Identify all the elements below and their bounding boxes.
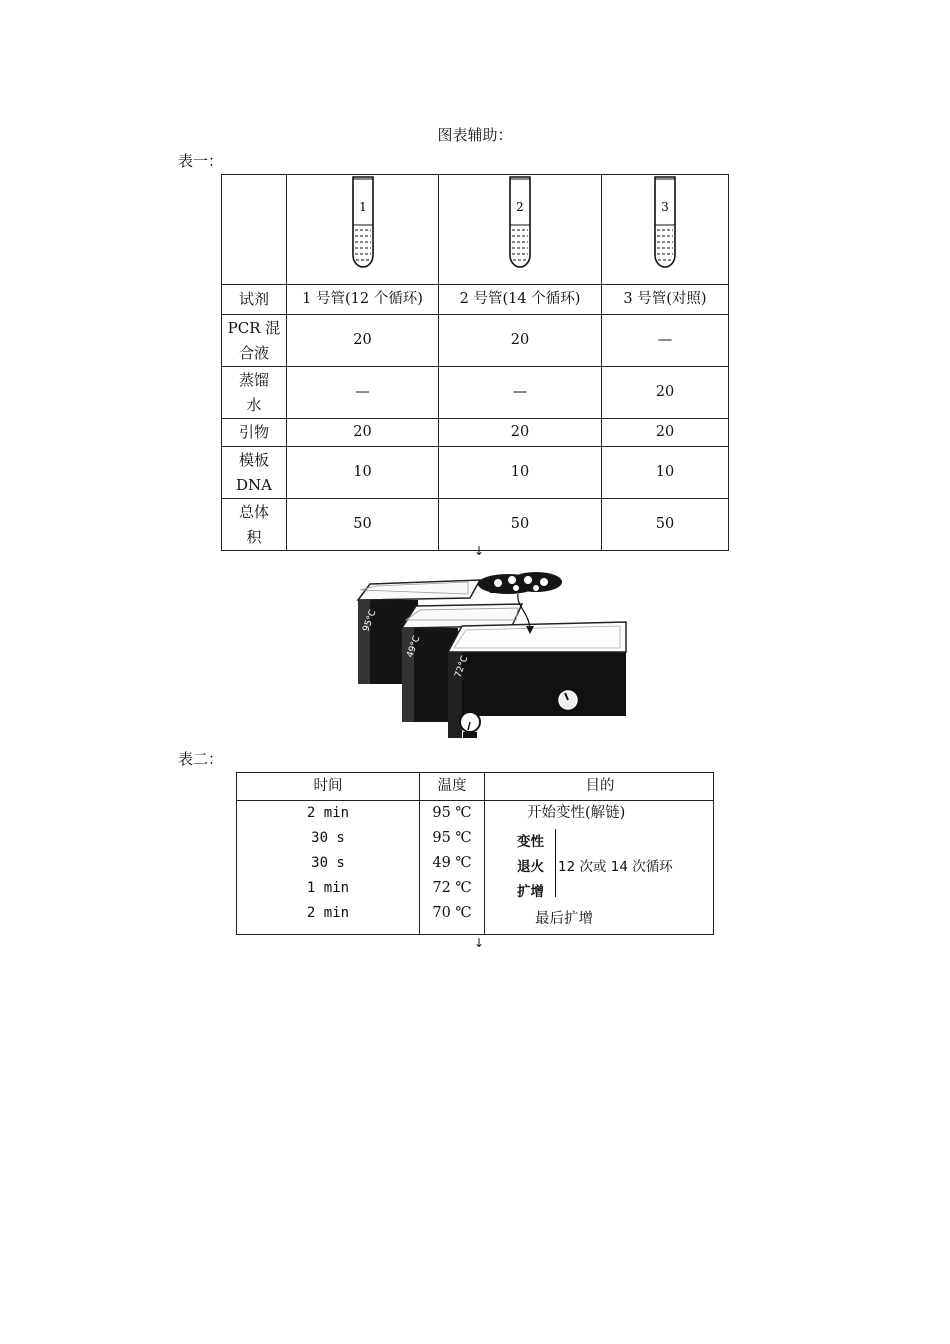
row-label: 蒸馏 水 — [222, 367, 287, 419]
empty-cell — [222, 175, 287, 285]
row-label: 引物 — [222, 419, 287, 447]
tube-row — [222, 175, 729, 285]
page-title: 图表辅助： — [437, 126, 513, 144]
value-cell: 20 — [287, 315, 439, 367]
table-row — [222, 419, 729, 447]
table2-label: 表二： — [178, 750, 224, 768]
row-label: 模板 DNA — [222, 447, 287, 499]
header-cell: 试剂 — [222, 285, 287, 315]
value-cell: 10 — [602, 447, 729, 499]
table-row — [222, 367, 729, 419]
table-row — [222, 447, 729, 499]
value-cell: 50 — [602, 499, 729, 551]
test-tube-icon — [343, 175, 383, 275]
header-cell: 2 号管(14 个循环) — [439, 285, 602, 315]
temp-cell: 95 ℃ — [432, 830, 472, 846]
tube-rack-icon — [478, 572, 562, 594]
purpose-last: 最后扩增 — [535, 911, 593, 927]
value-cell: 50 — [287, 499, 439, 551]
row-label: PCR 混 合液 — [222, 315, 287, 367]
step-anneal: 退火 — [517, 859, 544, 875]
program-table — [236, 772, 714, 935]
step-extend: 扩增 — [517, 884, 544, 900]
table-header-row — [222, 285, 729, 315]
tube-cell-2 — [439, 175, 602, 285]
tube-cell-3 — [602, 175, 729, 285]
temp-cell: 72 ℃ — [432, 880, 472, 896]
tube-number: 2 — [516, 200, 524, 214]
value-cell: 20 — [439, 419, 602, 447]
value-cell: 20 — [602, 419, 729, 447]
header-cell: 温度 — [437, 778, 467, 794]
temp-cell: 49 ℃ — [432, 855, 472, 871]
down-arrow-icon: ↓ — [474, 936, 485, 950]
bath-temp-label: 49°C — [405, 634, 423, 660]
cycle-count: 12 次或 14 次循环 — [558, 859, 673, 875]
table1-label: 表一： — [178, 152, 224, 170]
time-cell: 1 min — [306, 880, 350, 896]
time-cell: 2 min — [306, 805, 350, 821]
value-cell: 50 — [439, 499, 602, 551]
value-cell: — — [602, 315, 729, 367]
water-bath-3 — [448, 622, 626, 738]
value-cell: — — [439, 367, 602, 419]
header-cell: 3 号管(对照) — [602, 285, 729, 315]
time-cell: 30 s — [311, 830, 345, 846]
header-cell: 目的 — [585, 778, 615, 794]
temp-cell: 95 ℃ — [432, 805, 472, 821]
bath-temp-label: 95°C — [361, 608, 379, 634]
tube-number: 1 — [358, 200, 367, 214]
table-row — [222, 499, 729, 551]
value-cell: 10 — [439, 447, 602, 499]
reagent-table — [221, 174, 729, 551]
value-cell: 20 — [439, 315, 602, 367]
value-cell: 20 — [602, 367, 729, 419]
header-cell: 1 号管(12 个循环) — [287, 285, 439, 315]
step-denature: 变性 — [517, 834, 544, 850]
down-arrow-icon: ↓ — [474, 544, 485, 558]
value-cell: 10 — [287, 447, 439, 499]
cycle-bracket — [555, 829, 556, 897]
time-cell: 30 s — [311, 855, 345, 871]
value-cell: — — [287, 367, 439, 419]
test-tube-icon — [645, 175, 685, 275]
table-row — [222, 315, 729, 367]
tube-cell-1 — [287, 175, 439, 285]
value-cell: 20 — [287, 419, 439, 447]
temp-cell: 70 ℃ — [432, 905, 472, 921]
time-cell: 2 min — [306, 905, 350, 921]
row-label: 总体 积 — [222, 499, 287, 551]
tube-number: 3 — [661, 200, 669, 214]
water-bath-figure — [340, 560, 640, 740]
test-tube-icon — [500, 175, 540, 275]
header-cell: 时间 — [313, 778, 343, 794]
purpose-first: 开始变性(解链) — [527, 805, 626, 821]
bath-temp-label: 72°C — [453, 654, 471, 680]
